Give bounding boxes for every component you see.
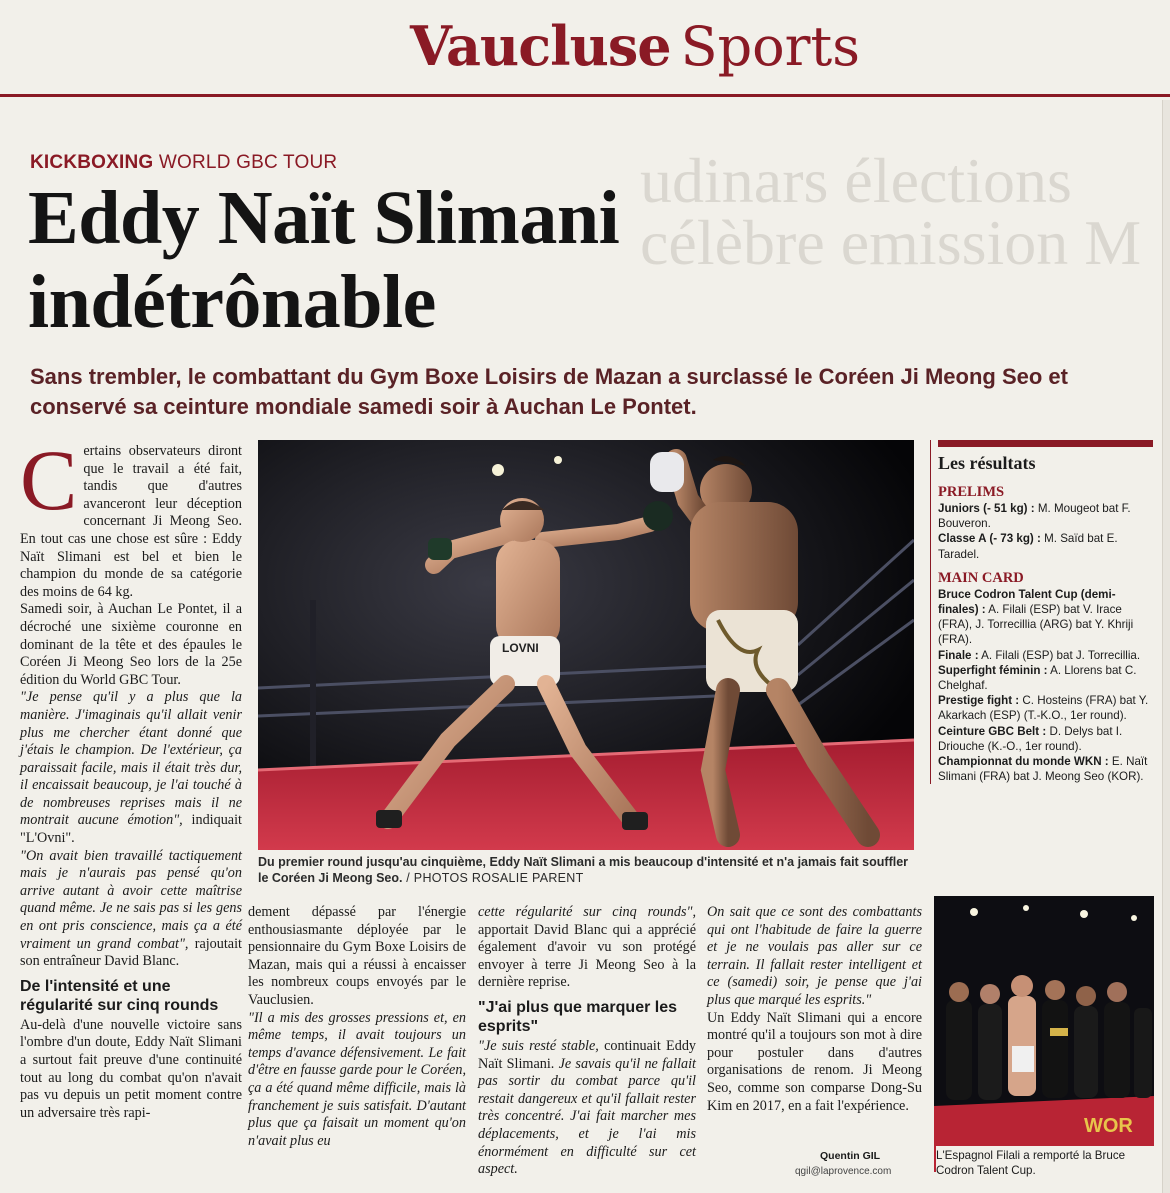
paragraph: "Je suis resté stable, continuait Eddy Naït Slimani. Je savais qu'il ne fallait pas sortir du combat parce qu'il restait dangereux et qu'il fallait rester très concentré. J'ai fait marcher mes déplacements, et je l'ai mis énormément en difficulté sur cet aspect. <box>478 1037 697 1178</box>
result-entry: Bruce Codron Talent Cup (demi-finales) : A. Filali (ESP) bat V. Irace (FRA), J. Torrecillia (ARG) bat Y. Khriji (FRA). <box>938 587 1134 647</box>
quote-paragraph: "Je pense qu'il y a plus que la manière. J'imaginais qu'il allait venir plus me chercher étant donné que j'étais le champion. De l'extérieur, ça paraissait facile, mais il était très dur, il encaissait beaucoup, je l'ai touché à de nombreuses reprises mais il ne montrait aucune émotion", indiquait "L'Ovni". <box>20 689 242 847</box>
secondary-photo <box>934 896 1154 1172</box>
quote: On sait que ce sont des combattants qui ont l'habitude de faire la guerre et je ne voulais pas aller sur ce terrain. Il fallait rester intelligent et ce (samedi) soir, je pense que j'ai plus que marqué les esprits." <box>707 904 922 1008</box>
quote: "Il a mis des grosses pressions et, en même temps, il avait toujours un temps d'avance défensivement. Le fait d'être en fausse garde pour le Coréen, ça a été quand même difficile, mais là franchement je suis satisfait. D'autant plus que ça faisait un moment qu'on n'avait plus eu <box>248 1009 466 1149</box>
secondary-photo-caption: L'Espagnol Filali a remporté la Bruce Codron Talent Cup. <box>936 1146 1156 1178</box>
results-bar <box>938 440 1153 447</box>
result-entry: Championnat du monde WKN : E. Naït Slimani (FRA) bat J. Meong Seo (KOR). <box>938 755 1148 784</box>
kickboxing-fight-illustration <box>258 440 914 850</box>
results-title: Les résultats <box>938 453 1036 473</box>
paragraph: Au-delà d'une nouvelle victoire sans l'ombre d'un doute, Eddy Naït Slimani a surtout fait preuve d'une continuité tout au long du combat qu'on n'avait pas vu depuis un petit moment contre un adversaire très rapi- <box>20 1016 242 1121</box>
kicker-event: WORLD GBC TOUR <box>158 152 338 173</box>
masthead-rule <box>0 94 1170 97</box>
article-column-2 <box>248 904 466 1150</box>
quote-paragraph: "On avait bien travaillé tactiquement mais je n'aurais pas pensé qu'on arrive autant à avoir cette maîtrise quand même. Je ne sais pas si les gens en ont pris conscience, mais ça a été vraiment un grand combat", rajoutait son entraîneur David Blanc. <box>20 847 242 970</box>
main-photo <box>258 440 914 850</box>
team-celebration-illustration <box>934 896 1154 1172</box>
subheading: De l'intensité et une régularité sur cinq rounds <box>20 977 219 1014</box>
result-entry: Superfight féminin : A. Llorens bat C. Chelghaf. <box>938 663 1137 693</box>
bleed-through-text: udinars élections célèbre emission M <box>640 150 1142 278</box>
result-entry: Classe A (- 73 kg) : M. Saïd bat E. Taradel. <box>938 532 1118 561</box>
drop-cap: C <box>20 432 78 528</box>
subheading: "J'ai plus que marquer les esprits" <box>478 998 678 1035</box>
page-edge <box>1162 100 1170 1193</box>
article-column-4 <box>707 904 922 1115</box>
quote: cette régularité sur cinq rounds", <box>478 904 696 920</box>
paragraph: Certains observateurs diront que le travail a été fait, tandis que d'autres avanceront leur déception concernant Ji Meong Seo. En tout cas une chose est sûre : Eddy Naït Slimani est bel et bien le champion du monde de sa catégorie des moins de 64 kg. <box>20 432 242 600</box>
results-section-main: MAIN CARD <box>938 569 1024 586</box>
paragraph: Un Eddy Naït Slimani qui a encore montré qu'il a toujours son mot à dire pour postuler dans d'autres organisations de renom. Ji Meong Seo, comme son comparse Dong-Su Kim en 2017, en a fait l'expérience. <box>707 1009 922 1114</box>
photo-caption <box>258 854 918 886</box>
section-title <box>410 14 1010 84</box>
headline: Eddy Naït Slimani indétrônable <box>28 176 620 344</box>
section-title-light: Sports <box>680 15 860 78</box>
paragraph: Samedi soir, à Auchan Le Pontet, il a décroché une sixième couronne en dominant de la tête et des épaules le Coréen Ji Meong Seo lors de la 25e édition du World GBC Tour. <box>20 601 242 688</box>
kicker <box>30 152 337 174</box>
section-title-bold: Vaucluse <box>410 14 671 78</box>
shorts-lettering: LOVNI <box>502 641 539 655</box>
result-entry: Ceinture GBC Belt : D. Delys bat I. Driouche (K.-O., 1er round). <box>938 724 1123 753</box>
result-entry: Juniors (- 51 kg) : M. Mougeot bat F. Bouveron. <box>938 502 1131 531</box>
result-entry: Prestige fight : C. Hosteins (FRA) bat Y. Akarkach (ESP) (T.-K.O., 1er round). <box>938 694 1149 723</box>
kicker-topic: KICKBOXING <box>30 152 154 173</box>
quote: "Je pense qu'il y a plus que la manière. J'imaginais qu'il allait venir plus me chercher étant donné que j'étais le champion. De l'extérieur, ça paraissait facile, mais il était très dur, il encaissait beaucoup, je l'ai touché à de nombreuses reprises mais il ne montrait aucune émotion", <box>20 689 242 829</box>
photo-credit: / PHOTOS ROSALIE PARENT <box>402 871 584 885</box>
quote: "On avait bien travaillé tactiquement mais je n'aurais pas pensé qu'on arrive autant à avoir cette maîtrise quand même. Je ne sais pas si les gens en ont pris conscience, mais ça a été vraiment un grand combat", <box>20 847 242 952</box>
author-email: qgil@laprovence.com <box>795 1166 892 1177</box>
results-section-prelims: PRELIMS <box>938 484 1005 500</box>
results-sidebar <box>930 440 1155 784</box>
byline: Quentin GIL <box>820 1150 881 1162</box>
paragraph: dement dépassé par l'énergie enthousiasmante déployée par le pensionnaire du Gym Boxe Loisirs de Mazan, mais qui a réussi à encaisser les nombreux coups envoyés par le Vauclusien. <box>248 904 466 1008</box>
result-entry: Finale : A. Filali (ESP) bat J. Torrecillia. <box>938 648 1141 662</box>
article-column-3 <box>478 904 696 1179</box>
article-column-1 <box>20 432 242 1122</box>
caption-text: Du premier round jusqu'au cinquième, Eddy Naït Slimani a mis beaucoup d'intensité et n'a jamais fait souffler le Coréen Ji Meong Seo. <box>258 855 909 885</box>
paragraph: cette régularité sur cinq rounds", apportait David Blanc qui a apprécié également d'avoir vu son protégé envoyer à terre Ji Meong Seo à la dernière reprise. <box>478 904 696 991</box>
banner-lettering: WOR <box>1084 1115 1133 1137</box>
standfirst: Sans trembler, le combattant du Gym Boxe Loisirs de Mazan a surclassé le Coréen Ji Meong Seo et conservé sa ceinture mondiale samedi soir à Auchan Le Pontet. <box>30 364 1068 419</box>
